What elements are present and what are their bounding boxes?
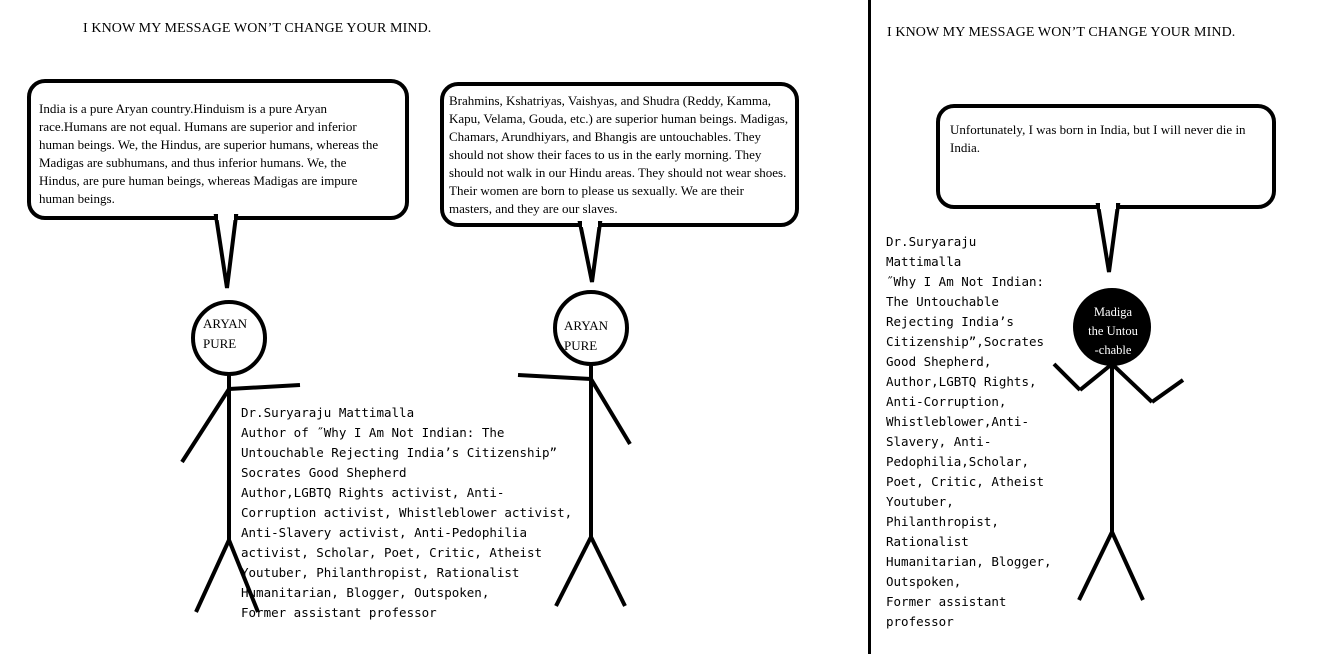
panel-divider: [868, 0, 871, 654]
left-title: I KNOW MY MESSAGE WON’T CHANGE YOUR MIND.: [83, 21, 432, 36]
bubble-tail-madiga: [1098, 205, 1118, 272]
head-label-madiga: Madiga the Untou -chable: [1088, 305, 1138, 357]
tail-join-1: [218, 212, 234, 220]
author-bio-left: Dr.Suryaraju Mattimalla Author of ˝Why I Am Not Indian: The Untouchable Rejecting India’s Citizenship” Socrates Good Shepherd Author,LGBTQ Rights activist, Anti- Corruption activist, Whistleblower activist, Anti-Slavery activist, Anti-Pedophilia activist, Scholar, Poet, Critic, Atheist Youtuber, Philanthropist, Rationalist Humanitarian, Blogger, Outspoken, Former assistant professor: [241, 405, 573, 620]
tail-join-madiga: [1100, 201, 1116, 209]
bubble-tail-1: [216, 216, 236, 288]
right-panel: [872, 0, 1324, 654]
author-bio-right: Dr.Suryaraju Mattimalla ˝Why I Am Not Indian: The Untouchable Rejecting India’s Citizenship”,Socrates Good Shepherd, Author,LGBTQ Rights, Anti-Corruption, Whistleblower,Anti- Slavery, Anti- Pedophilia,Scholar, Poet, Critic, Atheist Youtuber, Philanthropist, Rationalist Humanitarian, Blogger, Outspoken, Former assistant professor: [886, 234, 1052, 629]
bubble-text-aryan-1: India is a pure Aryan country.Hinduism is a pure Aryan race.Humans are not equal. Humans are superior and inferior human beings. We, the Hindus, are superior humans, whereas the Madigas are subhumans, and thus inferior humans. We, the Hindus, are pure human beings, whereas Madigas are impure human beings.: [39, 101, 379, 206]
bubble-text-aryan-2: Brahmins, Kshatriyas, Vaishyas, and Shudra (Reddy, Kamma, Kapu, Velama, Gouda, etc.) are superior human beings. Madigas, Chamars, Arundhiyars, and Bhangis are untouchables. They should not show their faces to us in the early morning. They should not walk in our Hindu areas. They should not wear shoes. Their women are born to please us sexually. We are their masters, and they are our slaves.: [449, 93, 789, 216]
head-label-aryan-2: ARYAN PURE: [564, 318, 609, 353]
head-label-aryan-1: ARYAN PURE: [203, 316, 248, 351]
bubble-tail-2: [580, 223, 600, 282]
bubble-text-madiga: Unfortunately, I was born in India, but I will never die in India.: [950, 122, 1246, 155]
right-title: I KNOW MY MESSAGE WON’T CHANGE YOUR MIND.: [887, 25, 1236, 40]
tail-join-2: [582, 219, 598, 227]
